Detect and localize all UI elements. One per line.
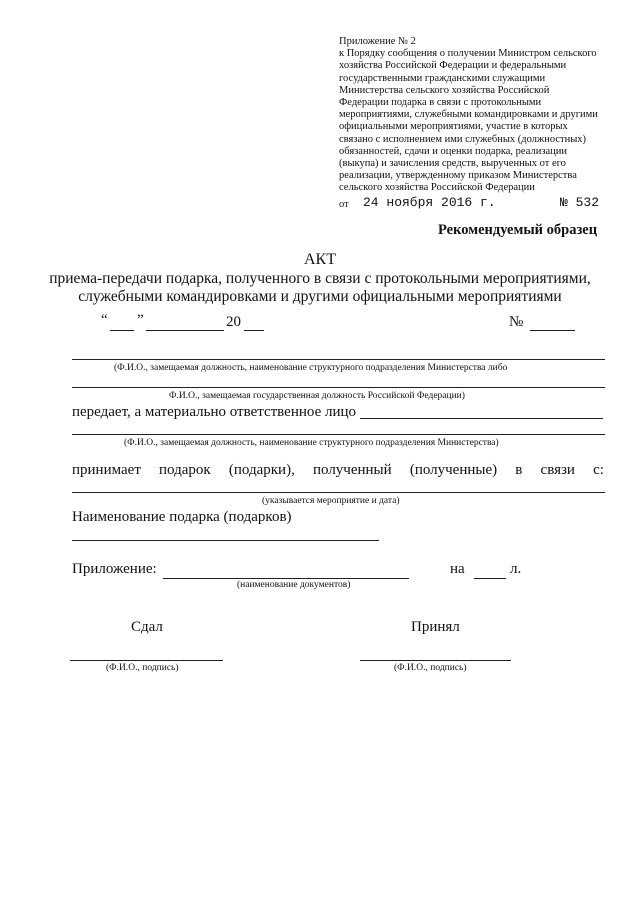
transfers-text: передает, а материально ответственное лицо [72, 404, 357, 420]
giver-caption-2: Ф.И.О., замещаемая государственная должность Российской Федерации) [169, 391, 465, 401]
documents-field[interactable] [163, 578, 409, 579]
responsible-field[interactable] [360, 418, 603, 419]
accepts-word: полученный [312, 462, 392, 478]
accepts-word: в [515, 462, 523, 478]
giver-field-2[interactable] [72, 387, 605, 388]
handed-caption: (Ф.И.О., подпись) [106, 663, 179, 673]
appendix-line: официальными мероприятиями, участие в которых [339, 121, 568, 133]
event-field[interactable] [72, 492, 605, 493]
year-prefix: 20 [226, 314, 241, 330]
appendix-line: Министерства сельского хозяйства Российской [339, 84, 550, 96]
giver-caption-1: (Ф.И.О., замещаемая должность, наименование структурного подразделения Министерства либо [114, 363, 508, 373]
handed-signature-field[interactable] [70, 660, 223, 661]
appendix-line: сельского хозяйства Российской Федерации [339, 182, 535, 194]
appendix-line: хозяйства Российской Федерации и федеральными [339, 60, 567, 72]
act-subtitle-line2: служебными командировками и другими официальными мероприятиями [78, 288, 562, 305]
month-field[interactable] [146, 330, 224, 331]
responsible-field-2[interactable] [72, 434, 605, 435]
number-label: № [509, 314, 524, 330]
accepts-line [72, 462, 604, 479]
appendix-line: (выкупа) и зачисления средств, вырученных от его [339, 158, 566, 170]
quote-open: “ [101, 312, 108, 328]
appendix-line: реализации, утвержденному приказом Министерства [339, 170, 577, 182]
accepts-word: связи [540, 462, 575, 478]
appendix-line: Федерации подарка в связи с протокольными [339, 97, 542, 109]
appendix-number: № 532 [560, 195, 600, 210]
responsible-caption: (Ф.И.О., замещаемая должность, наименование структурного подразделения Министерства) [124, 438, 499, 448]
number-field[interactable] [530, 330, 575, 331]
appendix-label: Приложение: [72, 561, 157, 577]
received-caption: (Ф.И.О., подпись) [394, 663, 467, 673]
sheets-label: л. [510, 561, 522, 577]
on-label: на [450, 561, 465, 577]
received-signature-field[interactable] [360, 660, 511, 661]
sheets-field[interactable] [474, 578, 506, 579]
day-field[interactable] [110, 330, 134, 331]
appendix-block [339, 36, 619, 195]
act-title: АКТ [304, 251, 336, 268]
appendix-title: Приложение № 2 [339, 36, 416, 47]
accepts-word: подарок [159, 462, 211, 478]
accepts-word: (подарки), [228, 462, 295, 478]
accepts-word: (полученные) [409, 462, 498, 478]
gift-name-field[interactable] [72, 540, 379, 541]
quote-close: ” [137, 312, 144, 328]
gift-name-label: Наименование подарка (подарков) [72, 509, 292, 525]
act-subtitle-line1: приема-передачи подарка, полученного в связи с протокольными мероприятиями, [49, 270, 591, 287]
appendix-date-prefix: от [339, 199, 349, 210]
documents-caption: (наименование документов) [237, 580, 351, 590]
appendix-line: обязанностей, сдачи и оценки подарка, реализации [339, 145, 567, 157]
year-field[interactable] [244, 330, 264, 331]
accepts-word: принимает [72, 462, 141, 478]
handed-label: Сдал [131, 619, 163, 635]
event-caption: (указывается мероприятие и дата) [262, 496, 400, 506]
appendix-line: к Порядку сообщения о получении Министром сельского [339, 48, 597, 60]
received-label: Принял [411, 619, 460, 635]
appendix-line: мероприятиями, служебными командировками и другими [339, 109, 598, 121]
accepts-word: с: [593, 462, 604, 478]
appendix-line: государственными гражданскими служащими [339, 72, 546, 84]
appendix-line: связано с исполнением ими служебных (должностных) [339, 133, 587, 145]
giver-field[interactable] [72, 359, 605, 360]
appendix-date: 24 ноября 2016 г. [363, 195, 496, 210]
recommended-sample-label: Рекомендуемый образец [438, 222, 598, 238]
